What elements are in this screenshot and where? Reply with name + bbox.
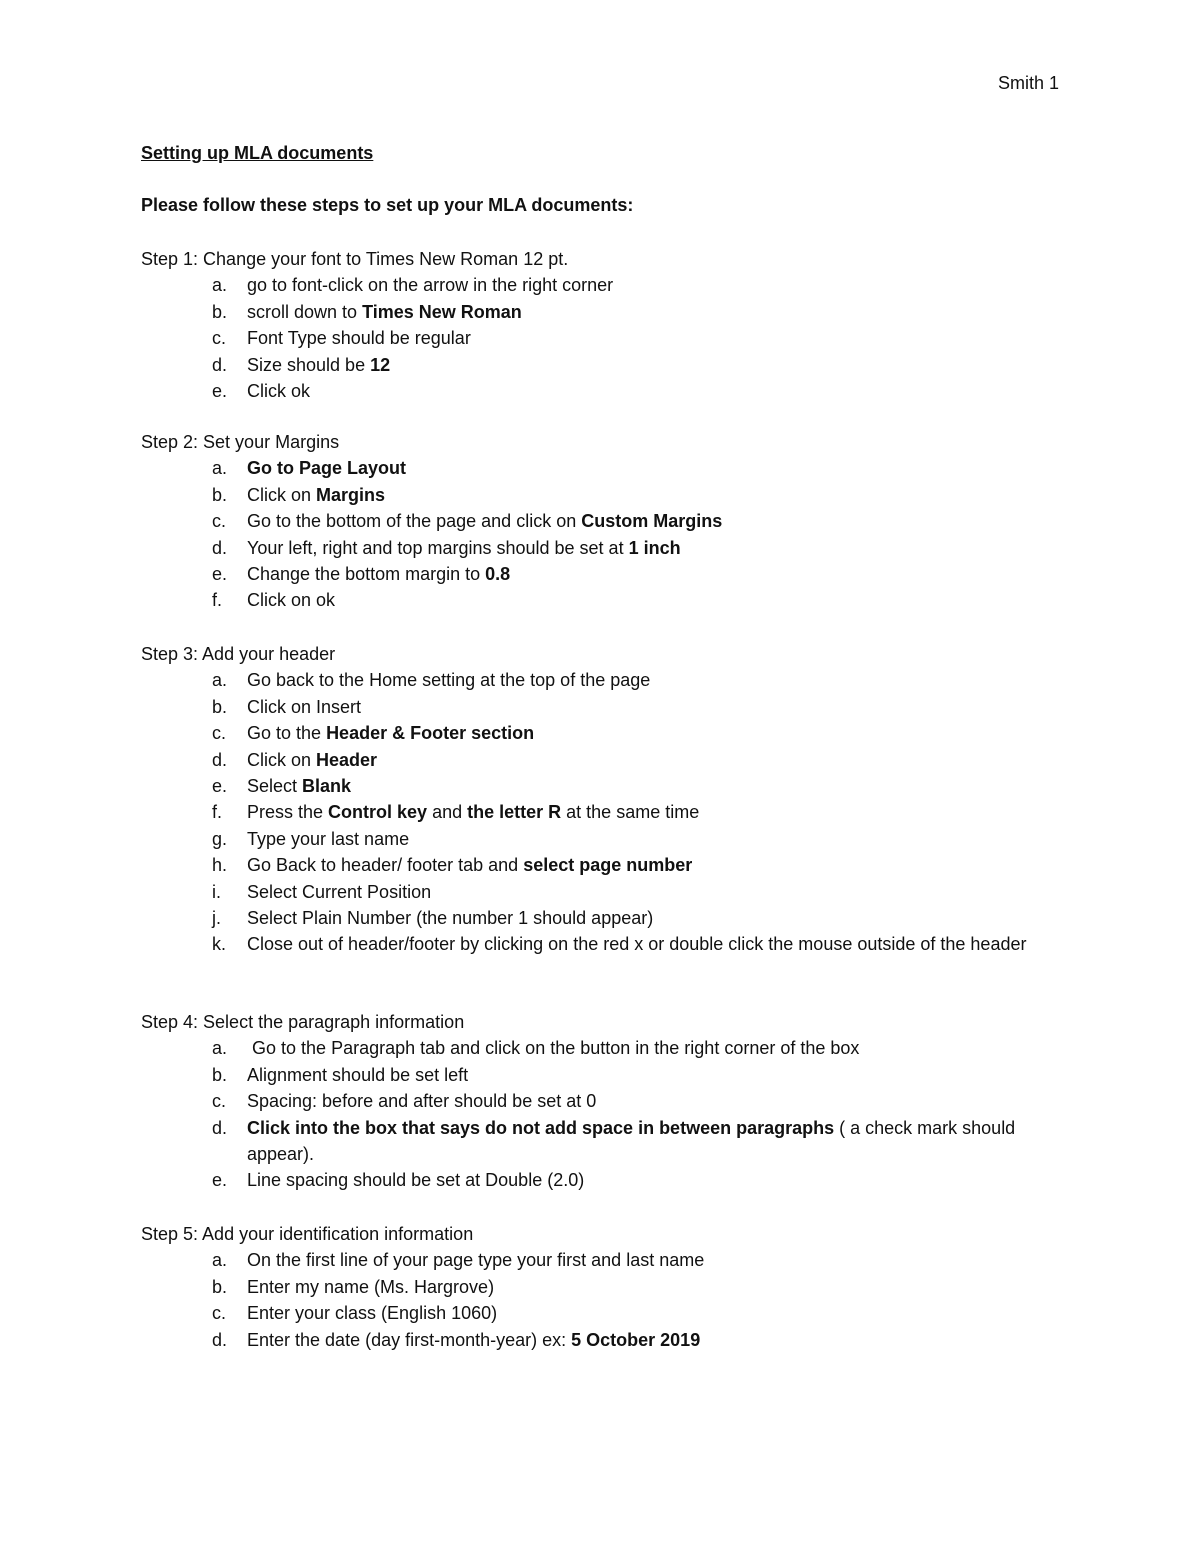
substep-marker: d.: [212, 1117, 228, 1138]
substep-marker: a.: [212, 670, 228, 691]
substep-text: Select: [247, 776, 303, 797]
substep-item: [141, 1167, 1061, 1193]
substep-marker: e.: [212, 1170, 228, 1191]
substep-item: [141, 905, 1061, 931]
substep-item: [141, 799, 1061, 825]
substep-text: Click on: [247, 749, 317, 770]
substep-text: ( a check mark should appear).: [247, 1117, 1021, 1165]
substep-item: [141, 535, 1061, 561]
substep-marker: d.: [212, 749, 228, 770]
substep-text: Select Current Position: [247, 881, 432, 902]
step-title: Step 2: Set your Margins: [141, 432, 340, 452]
substep-marker: f.: [212, 802, 223, 823]
substep-marker: b.: [212, 1276, 228, 1297]
substep-marker: a.: [212, 458, 228, 479]
substep-item: [141, 1115, 1061, 1168]
document-title: Setting up MLA documents: [141, 143, 374, 163]
substep-text: On the first line of your page type your first and last name: [247, 1250, 705, 1271]
substep-marker: c.: [212, 328, 227, 349]
substep-item: [141, 720, 1061, 746]
substep-bold-text: 12: [370, 354, 391, 375]
substep-marker: g.: [212, 828, 228, 849]
step-section-4: [141, 1009, 1061, 1194]
substep-marker: c.: [212, 511, 227, 532]
substep-bold-text: 5 October 2019: [571, 1329, 701, 1350]
substep-text: go to font-click on the arrow in the right corner: [247, 275, 614, 296]
substep-bold-text: Go to Page Layout: [247, 458, 407, 479]
substep-text: Line spacing should be set at Double (2.0): [247, 1170, 585, 1191]
substep-item: [141, 852, 1061, 878]
substep-marker: d.: [212, 1329, 228, 1350]
step-section-5: [141, 1221, 1061, 1353]
substep-text: and: [427, 802, 468, 823]
substep-bold-text: Header: [316, 749, 378, 770]
substep-marker: c.: [212, 1303, 227, 1324]
step-title: Step 4: Select the paragraph information: [141, 1012, 465, 1032]
substep-item: [141, 1300, 1061, 1326]
substep-marker: c.: [212, 723, 227, 744]
substep-item: [141, 826, 1061, 852]
substep-item: [141, 272, 1061, 298]
substep-text: Size should be: [247, 354, 371, 375]
substep-marker: f.: [212, 590, 223, 611]
substep-text: scroll down to: [247, 301, 363, 322]
substep-text: Go Back to header/ footer tab and: [247, 855, 524, 876]
substep-marker: c.: [212, 1091, 227, 1112]
substep-marker: b.: [212, 696, 228, 717]
substep-bold-text: 1 inch: [628, 537, 681, 558]
substep-text: Alignment should be set left: [247, 1064, 469, 1085]
substep-text: Go back to the Home setting at the top of the page: [247, 670, 651, 691]
substep-text: Press the: [247, 802, 329, 823]
substep-marker: b.: [212, 484, 228, 505]
step-title: Step 3: Add your header: [141, 644, 336, 664]
substep-item: [141, 1088, 1061, 1114]
substep-item: [141, 378, 1061, 404]
substep-item: [141, 561, 1061, 587]
substep-text: Enter your class (English 1060): [247, 1303, 498, 1324]
substep-text: Spacing: before and after should be set at 0: [247, 1091, 597, 1112]
substep-item: [141, 508, 1061, 534]
step-section-3: [141, 641, 1061, 958]
substep-bold-text: Blank: [302, 776, 352, 797]
substep-marker: d.: [212, 537, 228, 558]
substep-item: [141, 1035, 1061, 1061]
substep-bold-text: Custom Margins: [581, 511, 723, 532]
substep-list: [141, 455, 1061, 613]
substep-marker: b.: [212, 301, 228, 322]
substep-list: [141, 1035, 1061, 1193]
substep-text: Enter the date (day first-month-year) ex:: [247, 1329, 572, 1350]
substep-text: Click ok: [247, 381, 311, 402]
substep-text: at the same time: [561, 802, 700, 823]
substep-text: Type your last name: [247, 828, 410, 849]
substep-item: [141, 1062, 1061, 1088]
substep-marker: b.: [212, 1064, 228, 1085]
substep-item: [141, 482, 1061, 508]
substep-marker: a.: [212, 1250, 228, 1271]
substep-item: [141, 325, 1061, 351]
substep-bold-text: Click into the box that says do not add space in between paragraphs: [247, 1117, 835, 1138]
substep-bold-text: Header & Footer section: [326, 723, 535, 744]
substep-marker: j.: [212, 908, 221, 929]
step-title: Step 1: Change your font to Times New Roman 12 pt.: [141, 249, 569, 269]
substep-text: Font Type should be regular: [247, 328, 471, 349]
substep-item: [141, 931, 1061, 957]
substep-marker: a.: [212, 275, 228, 296]
substep-bold-text: Margins: [316, 484, 386, 505]
substep-text: Click on: [247, 484, 317, 505]
substep-list: [141, 667, 1061, 957]
substep-list: [141, 1247, 1061, 1353]
step-title: Step 5: Add your identification information: [141, 1224, 474, 1244]
substep-item: [141, 879, 1061, 905]
substep-text: Close out of header/footer by clicking on the red x or double click the mouse outside of the header: [247, 934, 1027, 955]
substep-marker: i.: [212, 881, 221, 902]
substep-bold-text: the letter R: [467, 802, 562, 823]
substep-item: [141, 299, 1061, 325]
substep-text: Go to the bottom of the page and click on: [247, 511, 582, 532]
substep-marker: e.: [212, 564, 228, 585]
substep-marker: d.: [212, 354, 228, 375]
substep-item: [141, 455, 1061, 481]
substep-text: Go to the: [247, 723, 327, 744]
substep-marker: h.: [212, 855, 228, 876]
substep-text: Enter my name (Ms. Hargrove): [247, 1276, 495, 1297]
substep-marker: e.: [212, 776, 228, 797]
substep-text: Click on ok: [247, 590, 336, 611]
substep-bold-text: select page number: [523, 855, 693, 876]
substep-marker: a.: [212, 1038, 228, 1059]
substep-item: [141, 1247, 1061, 1273]
substep-text: Go to the Paragraph tab and click on the button in the right corner of the box: [247, 1038, 860, 1059]
substep-list: [141, 272, 1061, 404]
substep-item: [141, 747, 1061, 773]
substep-bold-text: Control key: [328, 802, 428, 823]
substep-bold-text: 0.8: [485, 564, 511, 585]
substep-item: [141, 773, 1061, 799]
substep-marker: e.: [212, 381, 228, 402]
substep-text: Change the bottom margin to: [247, 564, 486, 585]
substep-text: Your left, right and top margins should be set at: [247, 537, 629, 558]
substep-text: Click on Insert: [247, 696, 362, 717]
page-header-name: Smith 1: [997, 73, 1059, 93]
substep-item: [141, 1274, 1061, 1300]
substep-item: [141, 587, 1061, 613]
substep-item: [141, 667, 1061, 693]
substep-item: [141, 1327, 1061, 1353]
substep-item: [141, 352, 1061, 378]
step-section-1: [141, 246, 1061, 404]
substep-item: [141, 694, 1061, 720]
substep-text: Select Plain Number (the number 1 should appear): [247, 908, 654, 929]
intro-text: Please follow these steps to set up your MLA documents:: [141, 195, 634, 215]
substep-marker: k.: [212, 934, 227, 955]
step-section-2: [141, 429, 1061, 614]
substep-bold-text: Times New Roman: [362, 301, 522, 322]
